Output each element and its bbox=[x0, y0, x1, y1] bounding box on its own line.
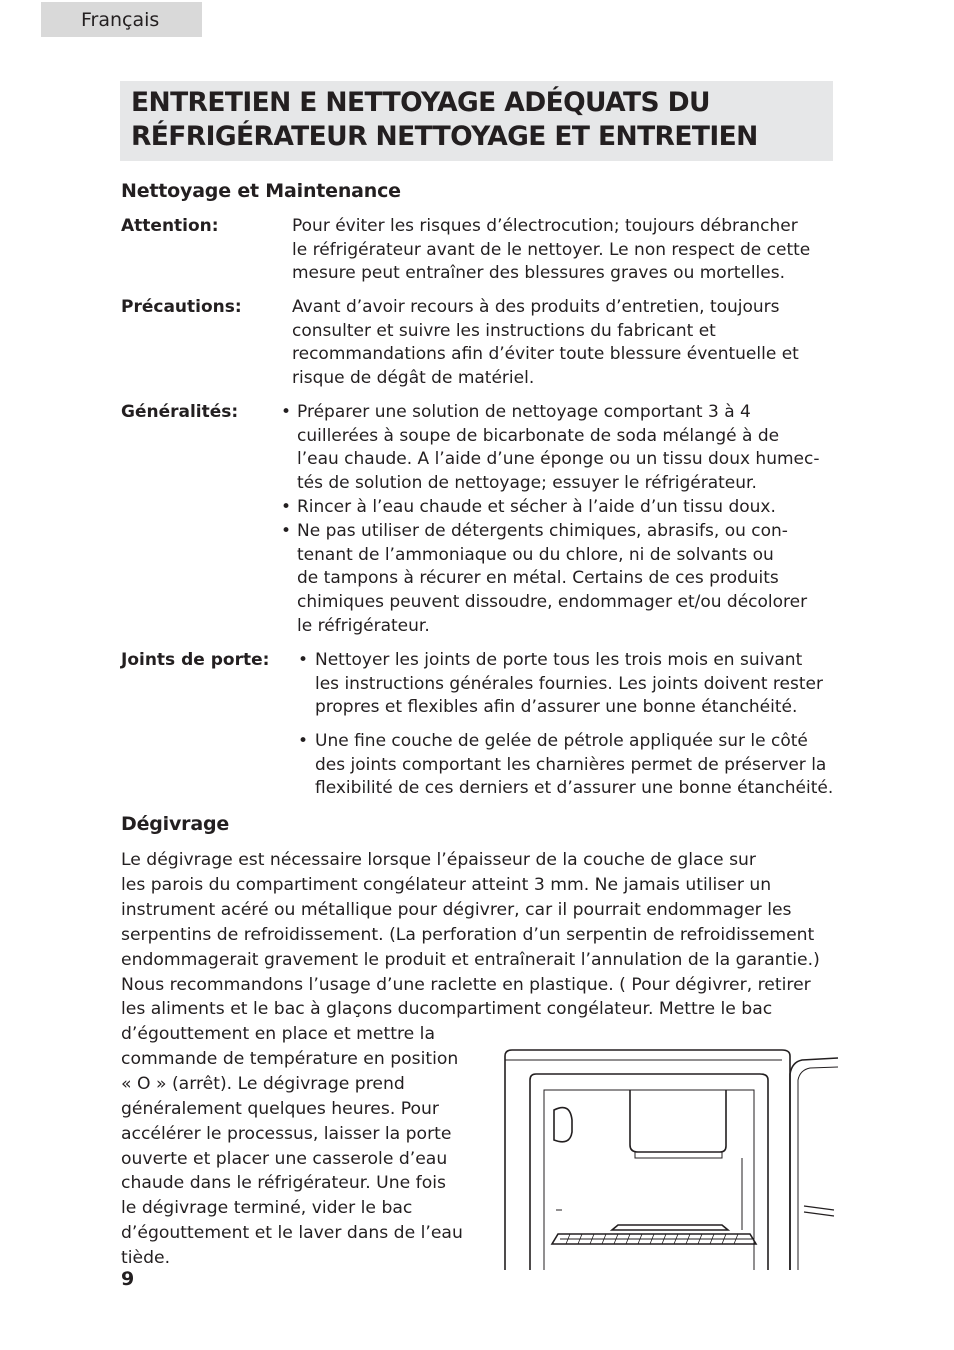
text-line: serpentins de refroidissement. (La perforation d’un serpentin de refroidissement bbox=[121, 924, 815, 945]
text-line: Une fine couche de gelée de pétrole appliquée sur le côté bbox=[315, 731, 808, 751]
text-line: d’égouttement en place et mettre la bbox=[121, 1024, 435, 1044]
text-line: endommagerait gravement le produit et entraînerait l’annulation de la garantie.) bbox=[121, 949, 820, 970]
text-line: ouverte et placer une casserole d’eau bbox=[121, 1148, 448, 1169]
attention-label: Attention: bbox=[121, 216, 219, 236]
page-number: 9 bbox=[121, 1268, 135, 1290]
text-line: le dégivrage terminé, vider le bac bbox=[121, 1198, 413, 1219]
precautions-label: Précautions: bbox=[121, 297, 242, 317]
text-line: « O » (arrêt). Le dégivrage prend bbox=[121, 1073, 405, 1094]
generalites-label: Généralités: bbox=[121, 402, 239, 422]
text-line: de tampons à récurer en métal. Certains de ces produits bbox=[297, 568, 779, 589]
bullet-dot: • bbox=[281, 521, 292, 541]
wire-shelf-slats bbox=[566, 1234, 738, 1244]
temperature-control bbox=[554, 1108, 572, 1142]
bullet-dot: • bbox=[298, 731, 309, 751]
defrost-paragraph-continued bbox=[121, 1022, 466, 1271]
text-line: les aliments et le bac à glaçons ducompartiment congélateur. Mettre le bac bbox=[121, 999, 773, 1020]
text-line: risque de dégât de matériel. bbox=[292, 368, 535, 389]
defrost-paragraph bbox=[121, 848, 841, 1022]
text-line: tenant de l’ammoniaque ou du chlore, ni de solvants ou bbox=[297, 544, 774, 565]
door-gasket bbox=[798, 1067, 838, 1270]
text-line: Ne pas utiliser de détergents chimiques, abrasifs, ou con- bbox=[297, 521, 788, 541]
text-line: tés de solution de nettoyage; essuyer le réfrigérateur. bbox=[297, 473, 757, 494]
freezer-door-lip bbox=[635, 1152, 722, 1158]
text-line: commande de température en position bbox=[121, 1048, 459, 1069]
attention-text bbox=[292, 215, 810, 286]
text-line: cuillerées à soupe de bicarbonate de soda mélangé à de bbox=[297, 425, 780, 446]
text-line: Nettoyer les joints de porte tous les trois mois en suivant bbox=[315, 650, 803, 670]
text-line: les instructions générales fournies. Les joints doivent rester bbox=[315, 673, 823, 694]
text-line: le réfrigérateur avant de le nettoyer. Le non respect de cette bbox=[292, 239, 811, 260]
text-line: flexibilité de ces derniers et d’assurer une bonne étanchéité. bbox=[315, 778, 834, 799]
language-tab: Français bbox=[41, 2, 202, 37]
text-line: des joints comportant les charnières permet de préserver la bbox=[315, 754, 827, 775]
text-line: Avant d’avoir recours à des produits d’entretien, toujours bbox=[292, 297, 780, 317]
text-line: propres et flexibles afin d’assurer une bonne étanchéité. bbox=[315, 697, 798, 718]
text-line: tiède. bbox=[121, 1248, 171, 1269]
text-line: recommandations afin d’éviter toute blessure éventuelle et bbox=[292, 344, 799, 365]
text-line: Nous recommandons l’usage d’une raclette en plastique. ( Pour dégivrer, retirer bbox=[121, 974, 811, 995]
cabinet-outline bbox=[505, 1050, 790, 1270]
drip-tray bbox=[612, 1225, 728, 1230]
title-line-1: ENTRETIEN E NETTOYAGE ADÉQUATS DU bbox=[131, 87, 710, 118]
section-heading-cleaning: Nettoyage et Maintenance bbox=[121, 180, 401, 202]
joints-label: Joints de porte: bbox=[121, 650, 270, 670]
text-line: les parois du compartiment congélateur atteint 3 mm. Ne jamais utiliser un bbox=[121, 874, 772, 895]
text-line: d’égouttement et le laver dans de l’eau bbox=[121, 1223, 463, 1244]
text-line: Préparer une solution de nettoyage comportant 3 à 4 bbox=[297, 402, 751, 422]
text-line: consulter et suivre les instructions du fabricant et bbox=[292, 320, 716, 341]
refrigerator-illustration bbox=[500, 1040, 840, 1272]
precautions-text bbox=[292, 296, 799, 391]
bullet-dot: • bbox=[298, 650, 309, 670]
text-line: Pour éviter les risques d’électrocution; toujours débrancher bbox=[292, 216, 798, 236]
section-heading-defrost: Dégivrage bbox=[121, 813, 230, 835]
text-line: Rincer à l’eau chaude et sécher à l’aide d’un tissu doux. bbox=[297, 497, 776, 517]
bullet-dot: • bbox=[281, 497, 292, 517]
title-line-2: RÉFRIGÉRATEUR NETTOYAGE ET ENTRETIEN bbox=[131, 121, 758, 152]
text-line: accélérer le processus, laisser la porte bbox=[121, 1123, 452, 1144]
text-line: instrument acéré ou métallique pour dégivrer, car il pourrait endommager les bbox=[121, 899, 792, 920]
bullet-dot: • bbox=[281, 402, 292, 422]
text-line: Le dégivrage est nécessaire lorsque l’épaisseur de la couche de glace sur bbox=[121, 850, 756, 870]
text-line: l’eau chaude. A l’aide d’une éponge ou un tissu doux humec- bbox=[297, 449, 820, 470]
page-title bbox=[131, 86, 831, 154]
inner-liner bbox=[530, 1074, 768, 1270]
text-line: mesure peut entraîner des blessures graves ou mortelles. bbox=[292, 263, 785, 284]
text-line: le réfrigérateur. bbox=[297, 615, 430, 636]
text-line: chimiques peuvent dissoudre, endommager et/ou décolorer bbox=[297, 592, 808, 613]
door-hinge-edge bbox=[790, 1058, 838, 1270]
text-line: généralement quelques heures. Pour bbox=[121, 1098, 439, 1119]
text-line: chaude dans le réfrigérateur. Une fois bbox=[121, 1173, 446, 1194]
freezer-compartment bbox=[630, 1090, 726, 1152]
door-handle bbox=[804, 1206, 834, 1216]
